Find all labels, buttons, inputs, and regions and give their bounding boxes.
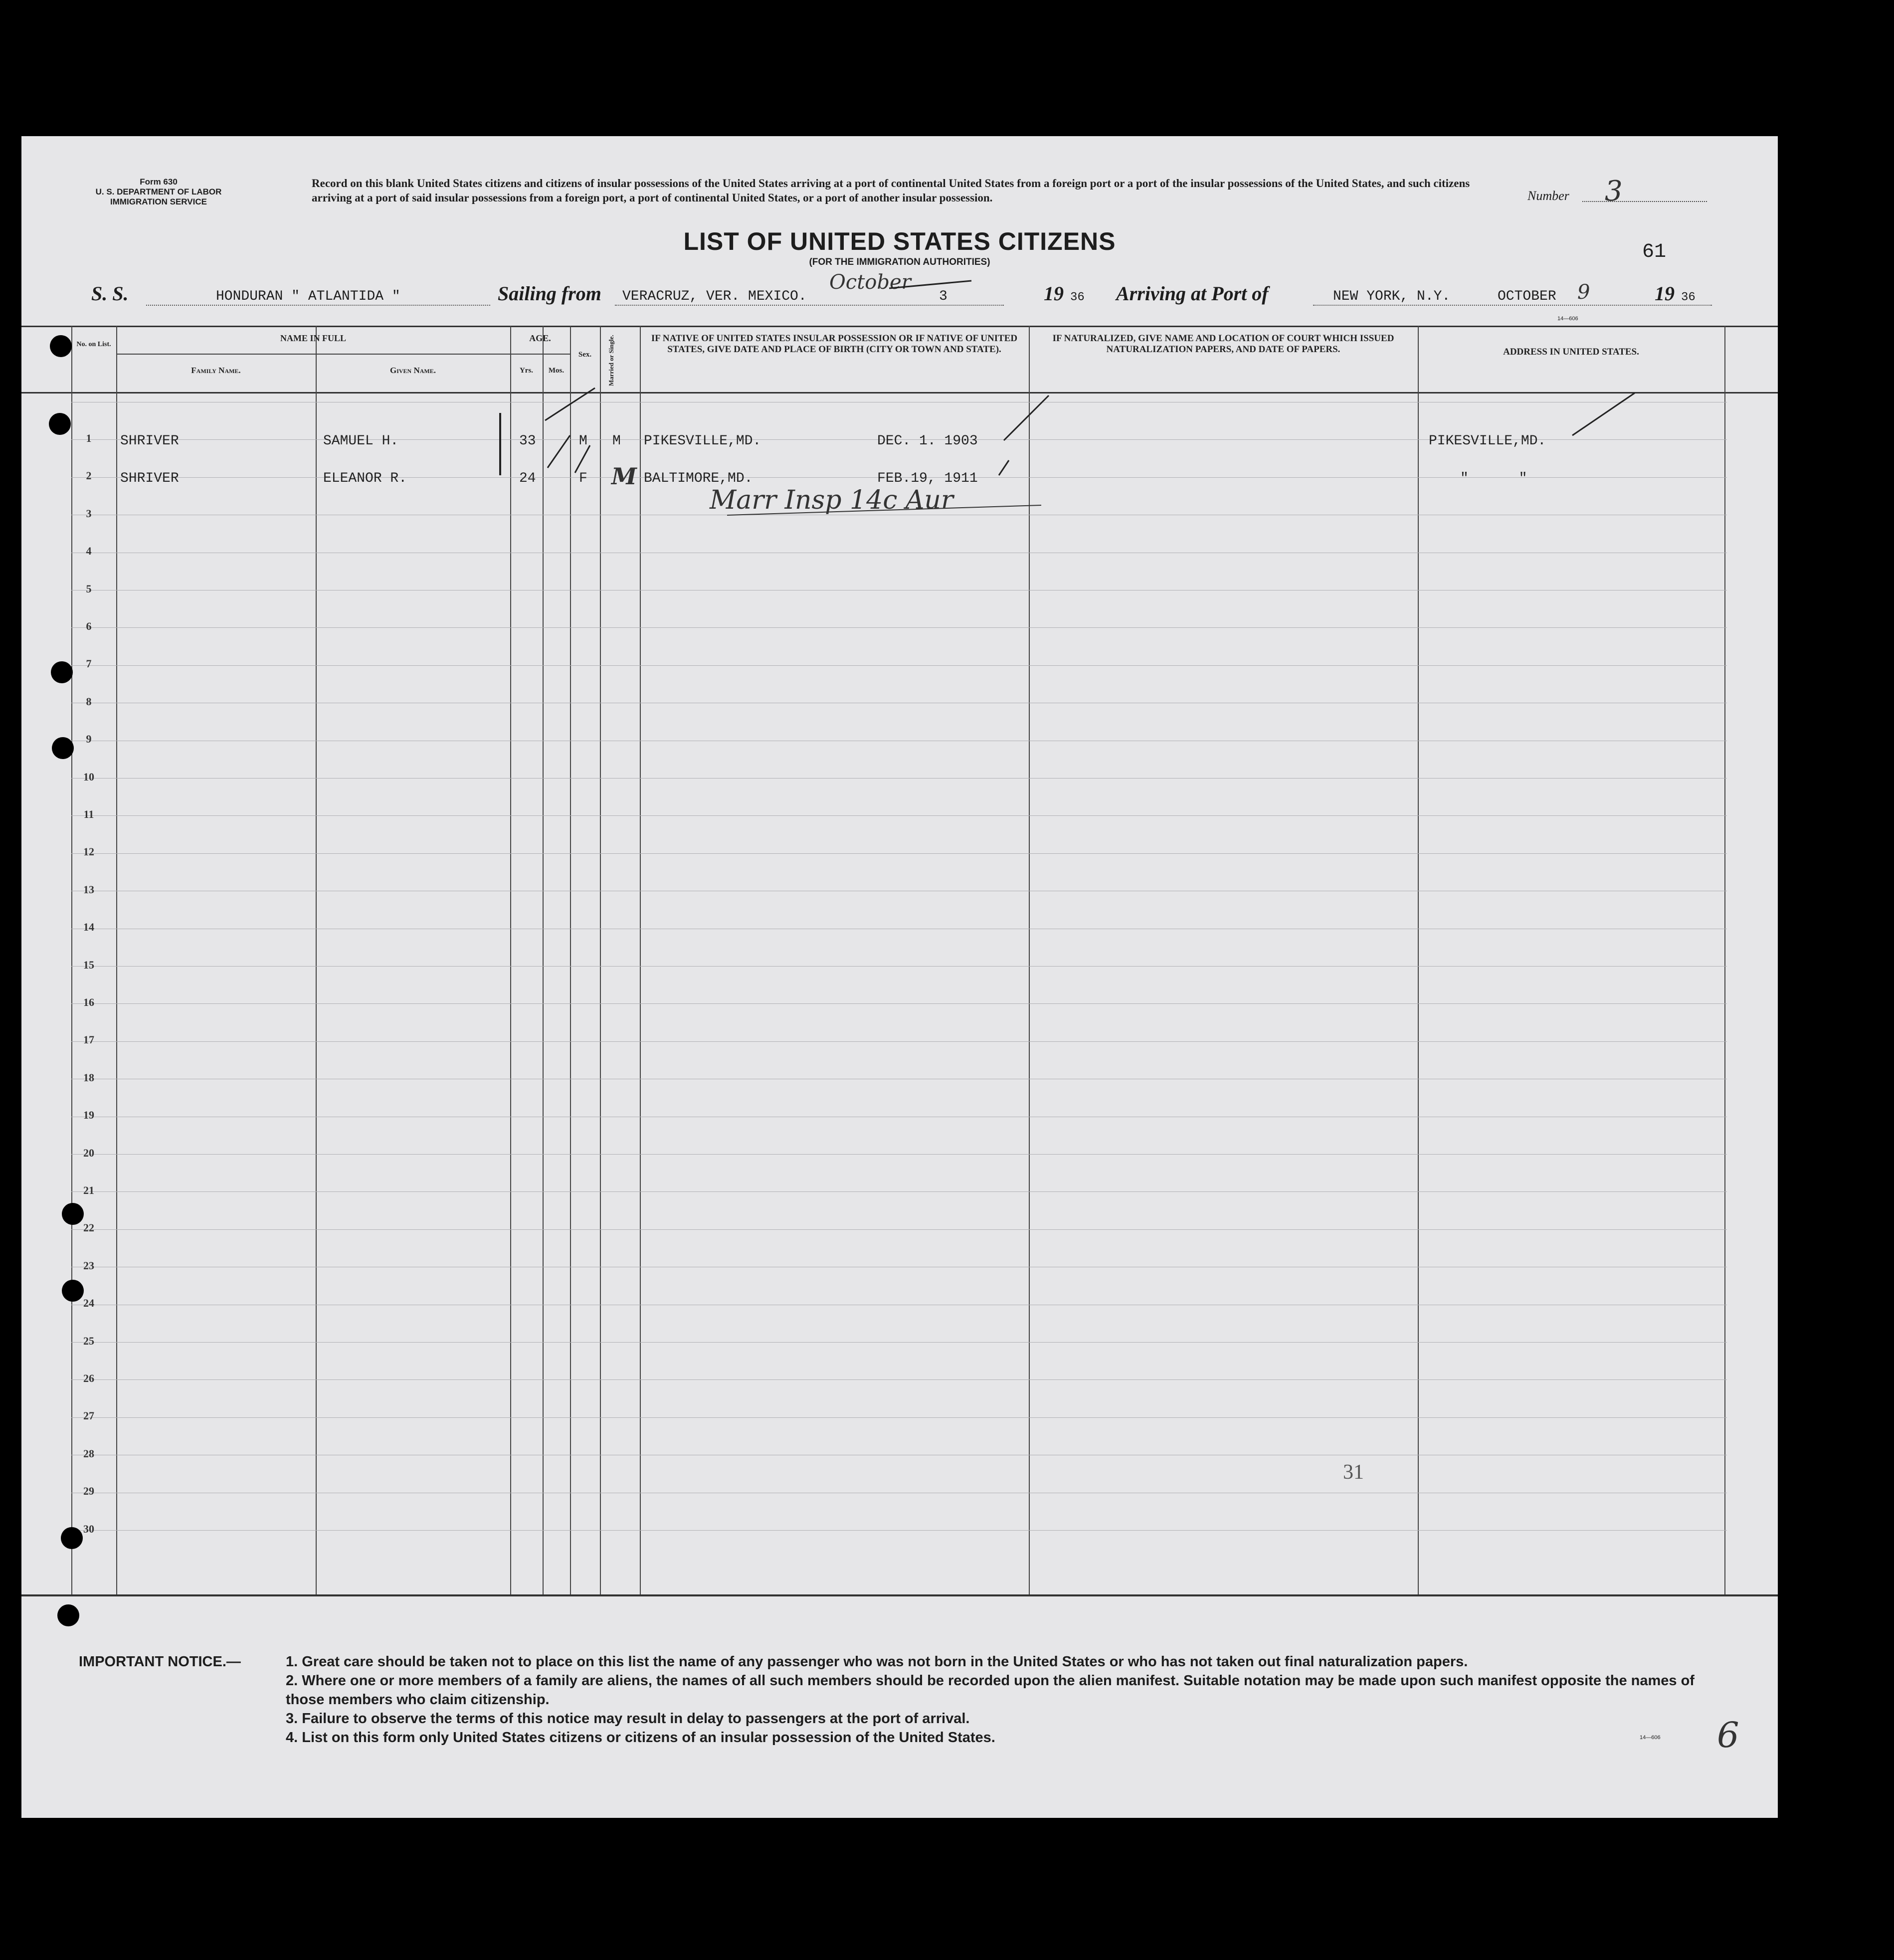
notice-item: 2. Where one or more members of a family are aliens, the names of all such members should be recorded upon the alien manifest. Suitable notation may be made upon such manifest opposite the names of those members who claim citizenship. xyxy=(286,1673,1695,1708)
header-age: AGE. xyxy=(529,333,551,343)
entry-family-name: SHRIVER xyxy=(120,471,179,486)
departure-year-prefix: 19 xyxy=(1044,282,1064,305)
row-number: 3 xyxy=(86,507,92,520)
row-number: 17 xyxy=(83,1033,94,1046)
print-code: 14—606 xyxy=(1640,1735,1661,1741)
stamp-number: 31 xyxy=(1343,1461,1364,1484)
ss-label: S. S. xyxy=(91,282,129,305)
punch-hole xyxy=(51,661,73,683)
row-number: 16 xyxy=(83,996,94,1008)
entry-birth-place: PIKESVILLE,MD. xyxy=(644,433,761,449)
header-yrs: Yrs. xyxy=(519,367,534,375)
departure-month: October xyxy=(829,271,911,294)
notice-item: 3. Failure to observe the terms of this notice may result in delay to passengers at the port of arrival. xyxy=(286,1711,970,1727)
punch-hole xyxy=(49,413,71,435)
entry-birth-date: FEB.19, 1911 xyxy=(877,471,978,486)
service-name: IMMIGRATION SERVICE xyxy=(110,197,207,206)
punch-hole xyxy=(57,1604,79,1626)
notice-item: 1. Great care should be taken not to place on this list the name of any passenger who was not born in the United States or who has not taken out final naturalization papers. xyxy=(286,1654,1468,1670)
instructions-text: Record on this blank United States citizens and citizens of insular possessions of the United States arriving at a port of continental United States from a foreign port or a port of the insular possessions of the United States, and such citizens arriving at a port of said insular possessions from a foreign port, a port of continental United States, or a port of another insular possession. xyxy=(312,177,1470,204)
row-number: 20 xyxy=(83,1147,94,1159)
row-number: 26 xyxy=(83,1372,94,1384)
print-code: 14—606 xyxy=(1557,316,1578,322)
arrival-year-prefix: 19 xyxy=(1655,282,1675,305)
punch-hole xyxy=(61,1527,83,1549)
header-family-name: Family Name. xyxy=(191,366,241,375)
document-title: LIST OF UNITED STATES CITIZENS xyxy=(683,227,1116,255)
department-name: U. S. DEPARTMENT OF LABOR xyxy=(95,187,222,196)
header-mos: Mos. xyxy=(548,367,565,375)
entry-sex: F xyxy=(579,471,587,486)
number-label: Number xyxy=(1527,189,1569,203)
row-number: 23 xyxy=(83,1259,94,1272)
page-number: 61 xyxy=(1642,241,1667,263)
entry-given-name: SAMUEL H. xyxy=(323,433,399,449)
row-number: 4 xyxy=(86,545,92,557)
row-number: 8 xyxy=(86,695,92,708)
row-number: 7 xyxy=(86,657,92,670)
form-number: Form 630 xyxy=(140,177,178,187)
row-number: 21 xyxy=(83,1184,94,1196)
manifest-sheet xyxy=(21,136,1778,1818)
header-native-birth: IF NATIVE OF UNITED STATES INSULAR POSSESSION OR IF NATIVE OF UNITED STATES, GIVE DATE AND PLACE OF BIRTH (CITY OR TOWN AND STATE). xyxy=(651,333,1018,355)
row-number: 18 xyxy=(83,1071,94,1084)
row-number: 27 xyxy=(83,1409,94,1422)
header-naturalized: IF NATURALIZED, GIVE NAME AND LOCATION OF COURT WHICH ISSUED NATURALIZATION PAPERS, AND DATE OF PAPERS. xyxy=(1052,333,1394,355)
header-married: Married or Single. xyxy=(607,335,615,387)
punch-hole xyxy=(62,1280,84,1302)
header-given-name: Given Name. xyxy=(389,366,436,375)
notice-item: 4. List on this form only United States citizens or citizens of an insular possession of the United States. xyxy=(286,1730,995,1746)
entry-given-name: ELEANOR R. xyxy=(323,471,407,486)
arrival-year: 36 xyxy=(1681,291,1696,304)
entry-birth-place: BALTIMORE,MD. xyxy=(644,471,753,486)
punch-hole xyxy=(62,1203,84,1225)
departure-day: 3 xyxy=(939,289,947,304)
arrival-month: OCTOBER xyxy=(1498,289,1556,304)
row-number: 24 xyxy=(83,1297,94,1309)
row-number: 1 xyxy=(86,432,92,444)
notice-heading: IMPORTANT NOTICE.— xyxy=(79,1654,241,1670)
row-number: 9 xyxy=(86,733,92,745)
arrival-port: NEW YORK, N.Y. xyxy=(1333,289,1451,304)
arrival-day: 9 xyxy=(1577,281,1590,304)
entry-birth-date: DEC. 1. 1903 xyxy=(877,433,978,449)
entry-address: PIKESVILLE,MD. xyxy=(1429,433,1546,449)
row-number: 11 xyxy=(83,808,94,820)
row-number: 15 xyxy=(83,959,94,971)
entry-family-name: SHRIVER xyxy=(120,433,179,449)
row-number: 25 xyxy=(83,1335,94,1347)
entry-sex: M xyxy=(579,433,587,449)
row-number: 29 xyxy=(83,1485,94,1497)
handwritten-note: Marr Insp 14c Aur xyxy=(710,485,953,515)
arriving-label: Arriving at Port of xyxy=(1116,282,1269,305)
row-number: 2 xyxy=(86,469,92,482)
sailing-from-label: Sailing from xyxy=(498,282,601,305)
document-subtitle: (FOR THE IMMIGRATION AUTHORITIES) xyxy=(809,257,990,267)
row-number: 5 xyxy=(86,583,92,595)
corner-number: 6 xyxy=(1717,1715,1739,1756)
punch-hole xyxy=(52,737,74,759)
header-sex: Sex. xyxy=(578,351,592,359)
header-address: ADDRESS IN UNITED STATES. xyxy=(1503,347,1639,357)
ship-name: HONDURAN " ATLANTIDA " xyxy=(216,289,400,304)
row-number: 22 xyxy=(83,1221,94,1234)
punch-hole xyxy=(50,335,72,357)
row-number: 19 xyxy=(83,1109,94,1121)
entry-married: M xyxy=(612,433,621,449)
list-number: 3 xyxy=(1605,175,1623,207)
row-number: 12 xyxy=(83,845,94,858)
entry-address: " " xyxy=(1460,471,1527,486)
departure-port: VERACRUZ, VER. MEXICO. xyxy=(622,289,807,304)
row-number: 6 xyxy=(86,620,92,632)
entry-married: M xyxy=(611,463,637,490)
header-name-in-full: NAME IN FULL xyxy=(280,333,346,343)
entry-age-years: 24 xyxy=(519,471,536,486)
check-marks xyxy=(21,136,1778,1818)
row-number: 28 xyxy=(83,1447,94,1460)
entry-age-years: 33 xyxy=(519,433,536,449)
row-number: 13 xyxy=(83,883,94,896)
departure-year: 36 xyxy=(1070,291,1085,304)
row-number: 30 xyxy=(83,1523,94,1535)
row-number: 10 xyxy=(83,771,94,783)
header-no: No. on List. xyxy=(76,341,111,348)
row-number: 14 xyxy=(83,921,94,933)
